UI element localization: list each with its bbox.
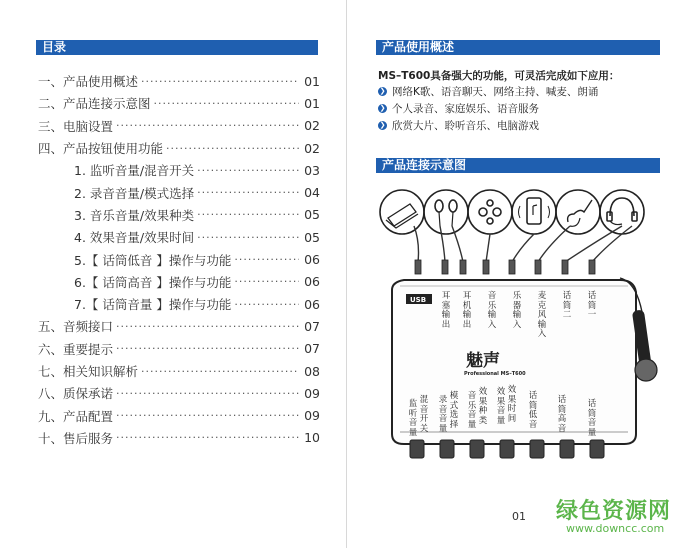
knob-label: 话筒高音 — [557, 395, 567, 434]
toc-leader-dots — [234, 275, 299, 288]
toc-item-page: 08 — [304, 363, 320, 379]
toc-item-page: 06 — [304, 252, 320, 268]
toc-item-text: 5.【 话筒低音 】操作与功能 — [74, 252, 232, 268]
knob-label: 效果种类 — [478, 387, 488, 426]
toc-item — [38, 70, 320, 92]
feature-item: ❯ 欣赏大片、聆听音乐、电脑游戏 — [379, 120, 539, 132]
port-label: 麦克风输入 — [537, 291, 547, 339]
toc-leader-dots — [234, 298, 299, 311]
knob-label: 监听音量 — [408, 399, 418, 438]
toc-item — [38, 382, 320, 404]
headset-microphone-icon — [600, 190, 644, 234]
toc-item — [38, 338, 320, 360]
toc-leader-dots — [141, 75, 299, 88]
knob-label: 效果时间 — [507, 385, 517, 424]
knob-label: 音乐音量 — [467, 391, 477, 430]
toc-item — [38, 427, 320, 449]
chevron-right-icon: ❯ — [379, 87, 386, 95]
smartphone-icon — [512, 190, 556, 234]
toc-item-page: 07 — [304, 341, 320, 357]
toc-item-text: 九、产品配置 — [38, 408, 114, 424]
toc-item-page: 06 — [304, 296, 320, 312]
toc-item-page: 09 — [304, 385, 320, 401]
knob-label: 录音音量 — [438, 395, 448, 434]
knob-label: 模式选择 — [449, 391, 459, 430]
port-label: 话筒二 — [562, 291, 572, 320]
earphones-icon — [424, 190, 468, 234]
toc-leader-dots — [154, 97, 299, 110]
toc-leader-dots — [141, 365, 299, 378]
toc-leader-dots — [116, 342, 299, 355]
toc-title: 目录 — [36, 40, 318, 55]
toc-leader-dots — [234, 253, 299, 266]
toc-leader-dots — [116, 387, 299, 400]
toc-item-page: 07 — [304, 318, 320, 334]
toc-list — [38, 70, 320, 449]
toc-item-page: 02 — [304, 118, 320, 134]
knob-label: 话筒音量 — [587, 399, 597, 438]
guitar-icon — [556, 190, 600, 234]
port-label: 耳机输出 — [462, 291, 472, 330]
toc-item-text: 四、产品按钮使用功能 — [38, 141, 164, 157]
toc-item — [38, 293, 320, 315]
laptop-icon — [380, 190, 424, 234]
toc-item — [38, 404, 320, 426]
toc-item-text: 五、音频接口 — [38, 319, 114, 335]
toc-item — [38, 137, 320, 159]
toc-item-text: 二、产品连接示意图 — [38, 96, 151, 112]
port-label: 耳塞输出 — [441, 291, 451, 330]
diagram-title: 产品连接示意图 — [376, 158, 660, 173]
page-number: 01 — [512, 510, 526, 523]
feature-item: ❯ 个人录音、家庭娱乐、语音服务 — [379, 103, 539, 115]
brand-model: Professional MS–T600 — [464, 371, 526, 377]
toc-item-text: 2. 录音音量/模式选择 — [74, 185, 195, 201]
toc-item-text: 七、相关知识解析 — [38, 364, 139, 379]
overview-title: 产品使用概述 — [376, 40, 660, 55]
knob-label: 混音开关 — [419, 395, 429, 434]
toc-item-page: 01 — [304, 73, 320, 89]
chevron-right-icon: ❯ — [379, 104, 386, 112]
toc-item-page: 09 — [304, 408, 320, 424]
knob-label: 效果音量 — [496, 387, 506, 426]
toc-item-text: 六、重要提示 — [38, 341, 114, 357]
toc-item-page: 04 — [304, 185, 320, 201]
toc-leader-dots — [197, 208, 299, 221]
toc-leader-dots — [116, 409, 299, 422]
toc-item-text: 6.【 话筒高音 】操作与功能 — [74, 274, 232, 290]
toc-item — [38, 181, 320, 203]
toc-leader-dots — [116, 431, 299, 444]
toc-item — [38, 115, 320, 137]
toc-item — [38, 248, 320, 270]
toc-item — [38, 92, 320, 114]
toc-item-page: 05 — [304, 229, 320, 245]
port-label: 音乐输入 — [487, 291, 497, 330]
toc-item-page: 03 — [304, 162, 320, 178]
toc-item-text: 三、电脑设置 — [38, 118, 114, 134]
toc-item — [38, 360, 320, 382]
toc-item — [38, 315, 320, 337]
toc-item-page: 01 — [304, 95, 320, 111]
toc-item — [38, 204, 320, 226]
toc-item — [38, 226, 320, 248]
feature-item: ❯ 网络K歌、语音聊天、网络主持、喊麦、朗诵 — [379, 86, 599, 98]
toc-item-text: 7.【 话筒音量 】操作与功能 — [74, 297, 232, 313]
port-label: 话筒一 — [587, 291, 597, 320]
toc-item-page: 10 — [304, 430, 320, 446]
toc-leader-dots — [197, 164, 299, 177]
toc-leader-dots — [197, 231, 299, 244]
toc-item-text: 八、质保承诺 — [38, 386, 114, 402]
usb-label: USB — [410, 296, 427, 304]
toc-item-page: 02 — [304, 140, 320, 156]
toc-leader-dots — [116, 320, 299, 333]
watermark-title: 绿色资源网 — [556, 499, 672, 524]
watermark-url: www.downcc.com — [566, 522, 665, 535]
toc-item-text: 一、产品使用概述 — [38, 74, 139, 90]
toc-leader-dots — [197, 186, 299, 199]
toc-item-text: 1. 监听音量/混音开关 — [74, 163, 195, 179]
toc-leader-dots — [166, 142, 299, 155]
toc-item-page: 06 — [304, 274, 320, 290]
knob-label: 话筒低音 — [528, 391, 538, 430]
toc-item-page: 05 — [304, 207, 320, 223]
toc-item-text: 3. 音乐音量/效果种类 — [74, 207, 195, 223]
toc-item — [38, 271, 320, 293]
toc-item-text: 十、售后服务 — [38, 430, 114, 446]
chevron-right-icon: ❯ — [379, 121, 386, 129]
brand-logo: 魅声 — [466, 351, 500, 371]
toc-item-text: 4. 效果音量/效果时间 — [74, 230, 195, 246]
port-label: 乐器输入 — [512, 291, 522, 330]
toc-leader-dots — [116, 119, 299, 132]
toc-item — [38, 159, 320, 181]
overview-intro: MS–T600具备强大的功能，可灵活完成如下应用： — [378, 70, 620, 82]
speaker-icon — [468, 190, 512, 234]
